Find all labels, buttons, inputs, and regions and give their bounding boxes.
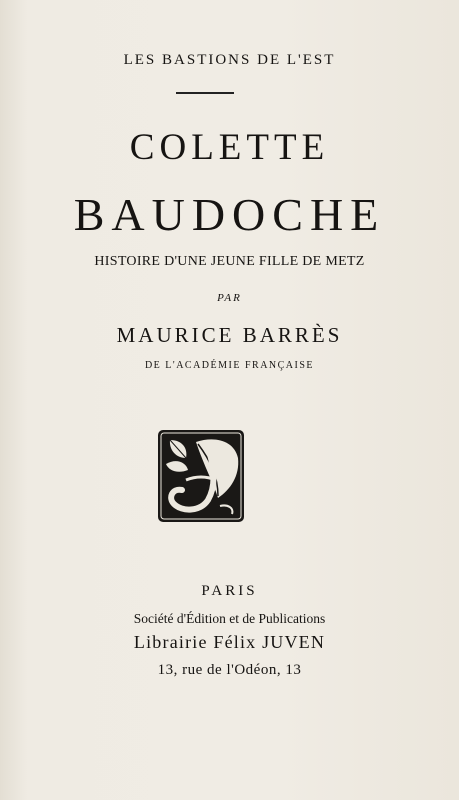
book-title-second-line: BAUDOCHE xyxy=(73,189,386,240)
series-title: LES BASTIONS DE L'EST xyxy=(123,52,336,68)
book-subtitle: HISTOIRE D'UNE JEUNE FILLE DE METZ xyxy=(94,254,365,269)
publisher-monogram-icon xyxy=(156,428,246,524)
bookshop-name: Librairie Félix JUVEN xyxy=(133,632,326,652)
author-name: MAURICE BARRÈS xyxy=(116,323,343,347)
publisher-name: Société d'Édition et de Publications xyxy=(133,611,326,626)
divider-rule xyxy=(176,92,234,94)
publication-city: PARIS xyxy=(201,583,258,599)
by-label: PAR xyxy=(217,292,242,304)
book-title-first-line: COLETTE xyxy=(129,127,330,168)
publisher-address: 13, rue de l'Odéon, 13 xyxy=(157,662,302,678)
author-affiliation: DE L'ACADÉMIE FRANÇAISE xyxy=(144,360,315,371)
